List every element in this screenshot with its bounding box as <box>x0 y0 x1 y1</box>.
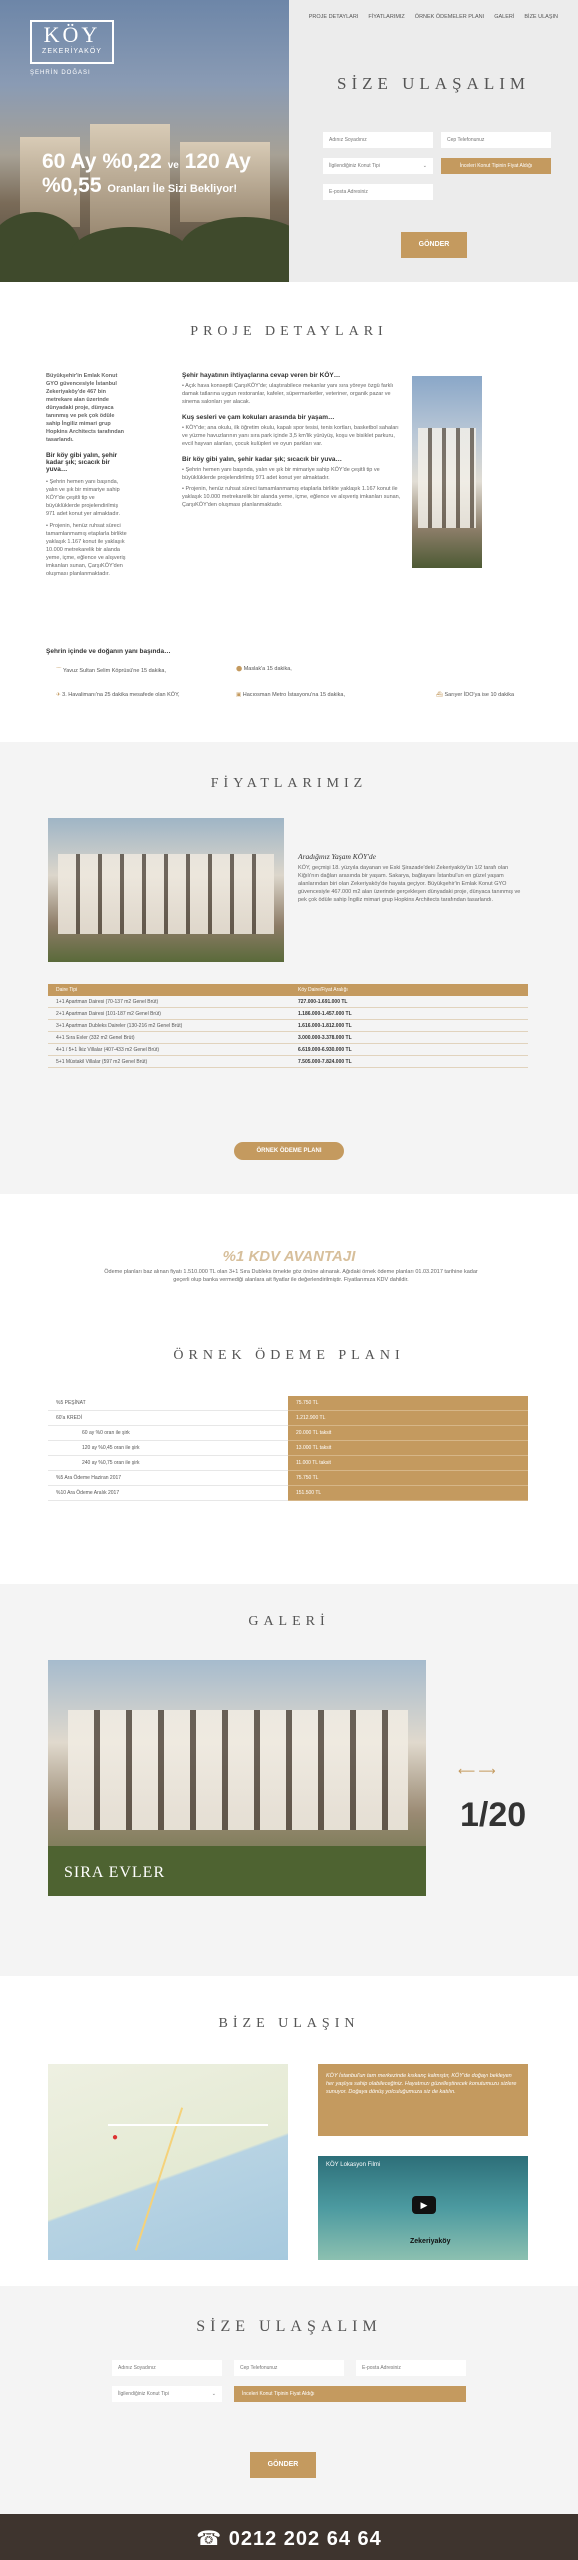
project-details <box>0 282 578 742</box>
details-mid-p2: • KÖY'de; ana okulu, ilk öğretim okulu, kapalı spor tesisi, tenis kortları, basketbol sahaları ve yüzme havuzlarının yanı sıra park içinde 3,5 km'lik yürüyüş, koşu ve bisiklet parkuru, evcil hayvan alanları, çocuk kulüpleri ve oyun parkları var. <box>182 425 399 447</box>
loc-text-ferry: Sarıyer İDO'ya ise 10 dakika <box>444 692 515 698</box>
name-input-bottom[interactable]: Adınız Soyadınız <box>112 2360 222 2376</box>
table-row: 4+1 / 5+1 İkiz Villalar (407-433 m2 Genel Brüt) 6.619.000-6.930.000 TL <box>48 1044 528 1056</box>
logo-main: KÖY <box>43 22 101 47</box>
topic-select[interactable] <box>323 158 433 174</box>
prices-intro-text: KÖY, geçmişi 18. yüzyıla dayanan ve Eski Şirazade'deki Zekeriyaköy'ün 1/2 tarafı olan Kiğılı'nın dağları arasında bir yaşam. Sakarya, bağlayanı İstanbul'un en güzel yaşam alanlarından biri olan Zekeriyaköy'de hayata geçiyor. Büyükşehir'in Emlak Konut GYO güvencesiyle 467.000 m2 alan üzerinde gerçekleşen dünyadaki proje, dünyaca tanınmış ve pek çok ödüle sahip İngiliz mimari grup Hopkins Architects tarafından tasarlandı. <box>298 865 521 903</box>
hero-term-2: 120 Ay <box>184 150 251 173</box>
details-title: PROJE DETAYLARI <box>190 324 388 339</box>
video-map-label: Zekeriyaköy <box>410 2238 451 2245</box>
chevron-down-icon: ⌄ <box>422 163 427 169</box>
nav-ornek-odeme[interactable]: ÖRNEK ÖDEMELER PLANI <box>414 14 485 20</box>
email-input[interactable]: E-posta Adresiniz <box>323 184 433 200</box>
details-mid-p3: • Şehrin hemen yanı başında, yalın ve şık bir mimariye sahip KÖY'de çeşitli tip ve büyüklüklerde projelendirilmiş 971 adet konut yer almaktadır. <box>182 467 380 481</box>
gallery-nav <box>458 1764 496 1778</box>
prices-section <box>0 742 578 1194</box>
contact-info-box: KÖY İstanbul'un tam merkezinde kıskanç kalmıştır, KÖY'de doğayı bekleyen her yaşlıya sahip olabileceğiniz. Hayatınızı güzelleştirecek konutumuzu sizlere sunuyor. Doğaya dönüş yolculuğumuza siz de katılın. <box>318 2064 528 2136</box>
loc-text-maslak: Maslak'a 15 dakika, <box>243 666 292 672</box>
hero-image <box>0 0 289 282</box>
kdv-section <box>0 1194 578 1300</box>
brand-logo[interactable] <box>30 20 114 64</box>
details-mid-p4: • Projenin, henüz ruhsat süreci tamamlanmamış etaplarla birlikte yaklaşık 1.167 konut ile yaklaşık 10.000 metrekarelik bir alanda yeme, içme, eğlence ve alışveriş imkanları sunan, ÇarşıKÖY'den oluşması planlanmaktadır. <box>182 486 401 508</box>
loc-item-maslak <box>236 666 292 672</box>
tagline: ŞEHRİN DOĞASI <box>30 70 91 76</box>
metro-icon: ▣ <box>236 692 242 698</box>
hero-rate-2: %0,55 <box>42 174 102 197</box>
details-mid-p1: • Açık hava konseptli ÇarşıKÖY'de; ulaştırabilece mekanlar yanı sıra yöreye özgü farklı damak tatlarına uygun restoranlar, kafeler, süpermarketler, veteriner, organik pazar ve sinema salonları yer alacak. <box>182 383 394 405</box>
logo-sub: ZEKERİYAKÖY <box>42 48 102 55</box>
gallery-caption: SIRA EVLER <box>64 1864 166 1881</box>
kdv-text: Ödeme planları baz alınan fiyatı 1.510.000 TL olan 3+1 Sıra Dubleks örnekte göz önüne alınarak. Ağıdaki örnek ödeme planları 01.03.2017 tarihine kadar geçerli olup banka vermediği alanlara ait fiyatlar ile değerlendirilmiştir. Fiyatlarımıza KDV dahildir. <box>104 1269 478 1283</box>
location-title: Şehrin içinde ve doğanın yanı başında… <box>46 648 171 655</box>
plan-row: %5 PEŞİNAT 75.750 TL <box>48 1396 528 1411</box>
loc-item-metro <box>236 692 345 698</box>
arrow-right-icon[interactable]: ⟶ <box>478 1764 496 1778</box>
gallery-image[interactable] <box>48 1660 426 1896</box>
details-intro: Büyükşehir'in Emlak Konut GYO güvencesiyle İstanbul Zekeriyaköy'de 467 bin metrekare alan üzerinde dünyadaki proje, dünyaca tanınmış ve pek çok ödüle sahip İngiliz mimari grup Hopkins Architects tarafından tasarlandı. <box>46 373 125 443</box>
hero-headline <box>42 150 251 198</box>
details-left-p1: • Şehrin hemen yanı başında, yalın ve şık bir mimariye sahip KÖY'de çeşitli tip ve büyüklüklerde projelendirilmiş 971 adet konut yer almaktadır. <box>46 479 120 517</box>
prices-intro <box>298 852 528 904</box>
pin-icon: ⬤ <box>236 666 243 672</box>
hero <box>0 0 578 282</box>
payment-plan-button[interactable]: ÖRNEK ÖDEME PLANI <box>234 1142 344 1160</box>
arrow-left-icon[interactable]: ⟵ <box>458 1764 476 1778</box>
col-header-price: Köy Daire/Fiyat Aralığı <box>298 987 348 993</box>
table-row: 3+1 Apartman Dubleks Daireler (130-216 m2 Genel Brüt) 1.616.000-1.812.000 TL <box>48 1020 528 1032</box>
plane-icon: ✈ <box>56 692 61 698</box>
send-button[interactable]: GÖNDER <box>401 232 467 258</box>
prices-image <box>48 818 284 962</box>
send-button-bottom[interactable]: GÖNDER <box>250 2452 316 2478</box>
plan-row: 120 ay %0,45 oran ile şirk 13.000 TL taksit <box>48 1441 528 1456</box>
phone-input-bottom[interactable]: Cep Telefonunuz <box>234 2360 344 2376</box>
name-input[interactable]: Adınız Soyadınız <box>323 132 433 148</box>
email-input-bottom[interactable]: E-posta Adresiniz <box>356 2360 466 2376</box>
ship-icon: ⛴ <box>436 692 443 698</box>
topic-select-bottom[interactable] <box>112 2386 222 2402</box>
loc-item-ferry <box>436 692 514 698</box>
gallery-section <box>0 1584 578 1976</box>
details-left-col <box>46 372 128 578</box>
details-left-heading: Bir köy gibi yalın, şehir kadar şık; sıcacık bir yuva… <box>46 452 118 473</box>
prices-title: FİYATLARIMIZ <box>210 776 368 791</box>
topic-select-label: İlgilendiğiniz Konut Tipi <box>329 163 380 169</box>
contact-us-title: BİZE ULAŞIN <box>218 2016 360 2031</box>
details-mid-h1: Şehir hayatının ihtiyaçlarına cevap veren bir KÖY… <box>182 372 341 379</box>
details-mid-h3: Bir köy gibi yalın, şehir kadar şık; sıcacık bir yuva… <box>182 456 343 463</box>
topic-select-bottom-label: İlgilendiğiniz Konut Tipi <box>118 2391 169 2397</box>
prices-intro-heading: Aradığınız Yaşam KÖY'de <box>298 852 377 861</box>
hero-rate-1: 60 Ay %0,22 <box>42 150 162 173</box>
hero-slogan: Oranları İle Sizi Bekliyor! <box>107 183 237 195</box>
payment-plan-section <box>0 1300 578 1584</box>
plan-row: 240 ay %0,75 oran ile şirk 11.000 TL taksit <box>48 1456 528 1471</box>
nav-proje-detaylari[interactable]: PROJE DETAYLARI <box>308 14 359 20</box>
plan-row: %5 Ara Ödeme Haziran 2017 75.750 TL <box>48 1471 528 1486</box>
footer-phone: 0212 202 64 64 <box>228 2528 382 2550</box>
table-row: 2+1 Apartman Dairesi (101-187 m2 Genel Brüt) 1.186.000-1.457.000 TL <box>48 1008 528 1020</box>
nav-fiyatlarimiz[interactable]: FİYATLARIMIZ <box>368 14 405 20</box>
plan-row: 60'a KREDİ 1.212.900 TL <box>48 1411 528 1426</box>
footer <box>0 2514 578 2560</box>
contact-bottom-title: SİZE ULAŞALIM <box>196 2318 382 2335</box>
hero-ve: ve <box>167 160 179 171</box>
video-title: KÖY Lokasyon Filmi <box>326 2162 381 2168</box>
price-table <box>48 984 528 1068</box>
kdv-title: %1 KDV AVANTAJI <box>222 1248 356 1265</box>
plan-row: %10 Ara Ödeme Aralık 2017 151.500 TL <box>48 1486 528 1501</box>
details-mid-col <box>182 372 402 509</box>
video-player[interactable] <box>318 2156 528 2260</box>
phone-input[interactable]: Cep Telefonunuz <box>441 132 551 148</box>
table-row: 1+1 Apartman Dairesi (70-137 m2 Genel Brüt) 727.000-1.691.000 TL <box>48 996 528 1008</box>
details-left-p2: • Projenin, henüz ruhsat süreci tamamlanmamış etaplarla birlikte yaklaşık 1.167 konut ile yaklaşık 10.000 metrekarelik bir alanda yeme, içme, eğlence ve alışveriş imkanları sunan, ÇarşıKÖY'den oluşması planlanmaktadır. <box>46 523 127 577</box>
contact-us-section <box>0 1976 578 2286</box>
plan-row: 60 ay %0 oran ile şirk 20.000 TL taksit <box>48 1426 528 1441</box>
nav-galeri[interactable]: GALERİ <box>494 14 515 20</box>
play-icon[interactable]: ▶ <box>412 2196 436 2214</box>
contact-title: SİZE ULAŞALIM <box>337 74 530 93</box>
chevron-down-icon: ⌄ <box>211 2391 216 2397</box>
table-row: 4+1 Sıra Evler (332 m2 Genel Brüt) 3.000.000-3.378.000 TL <box>48 1032 528 1044</box>
col-header-type: Daire Tipi <box>56 987 78 993</box>
bridge-icon: ⌒ <box>56 668 62 674</box>
gallery-title: GALERİ <box>248 1614 330 1629</box>
top-nav <box>309 14 558 20</box>
gallery-counter: 1/20 <box>460 1796 527 1834</box>
plan-title: ÖRNEK ÖDEME PLANI <box>173 1348 405 1363</box>
phone-icon: ☎ <box>196 2528 223 2550</box>
nav-bize-ulasin[interactable]: BİZE ULAŞIN <box>524 14 558 20</box>
contact-form-top <box>289 0 578 282</box>
details-image <box>412 376 482 568</box>
plan-table <box>48 1396 528 1501</box>
topic-button-bottom[interactable]: İnceleri Konut Tipinin Fiyat Aldığı <box>234 2386 466 2402</box>
footer-phone-link[interactable] <box>0 2526 578 2551</box>
table-row: 5+1 Müstakil Villalar (597 m2 Genel Brüt) 7.505.000-7.824.000 TL <box>48 1056 528 1068</box>
loc-item-bridge <box>56 666 166 674</box>
loc-text-bridge: Yavuz Sultan Selim Köprüsü'ne 15 dakika, <box>62 668 167 674</box>
loc-item-airport <box>56 692 180 698</box>
topic-button[interactable]: İnceleri Konut Tipinin Fiyat Aldığı <box>441 158 551 174</box>
contact-form-bottom <box>0 2286 578 2514</box>
details-mid-h2: Kuş sesleri ve çam kokuları arasında bir yaşam… <box>182 414 335 421</box>
loc-text-airport: 3. Havalimanı'na 25 dakika mesafede olan KÖY, <box>62 692 180 698</box>
loc-text-metro: Hacıosman Metro İstasyonu'na 15 dakika, <box>242 692 345 698</box>
price-table-header <box>48 984 528 996</box>
google-map[interactable] <box>48 2064 288 2260</box>
map-pin-icon: ● <box>112 2132 119 2143</box>
